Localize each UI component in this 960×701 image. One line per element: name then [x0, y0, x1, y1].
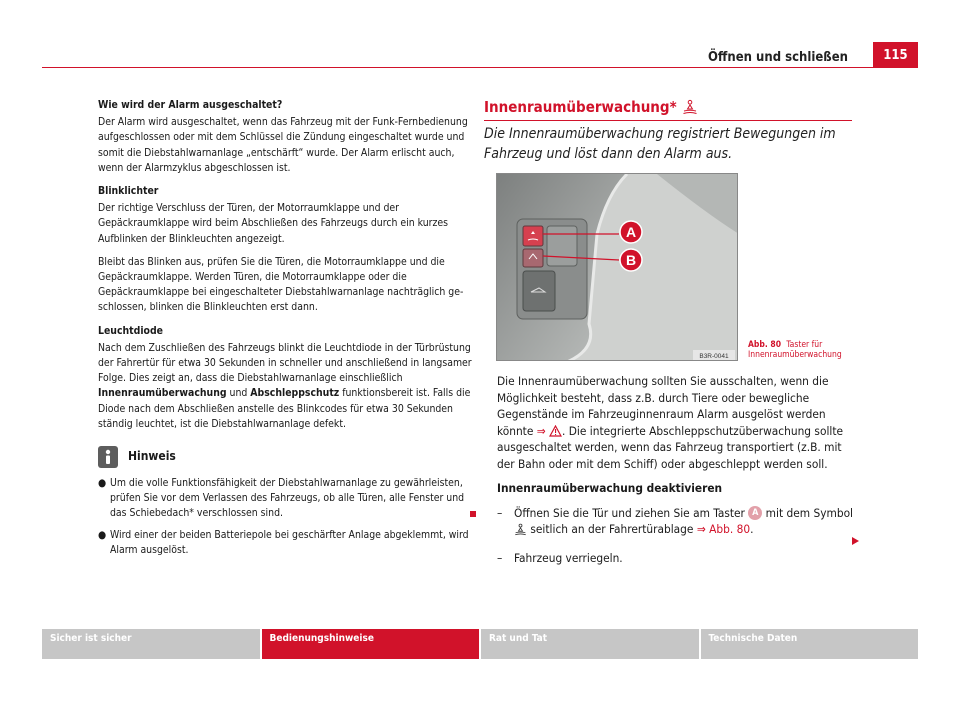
list-item: ● Wird einer der beiden Batteriepole bei geschärfter Anlage abgeklemmt, wird Alarm ausgelöst.	[98, 528, 469, 556]
footer-nav	[42, 629, 918, 659]
warning-reference[interactable]: ⇒	[537, 424, 562, 438]
section-end-marker	[470, 511, 476, 517]
page-number: 115	[873, 42, 918, 68]
bold-term: Innenraumüberwachung	[98, 387, 227, 400]
figure-label-b: B	[625, 252, 637, 268]
sub-heading: Innenraumüberwachung deaktivieren	[497, 481, 723, 495]
figure-code: B3R-0041	[699, 353, 729, 360]
note-header	[98, 446, 474, 468]
list-item: – Öffnen Sie die Tür und ziehen Sie am Taster A mit dem Symbol seitlich an der Fahrertürablage ⇒ Abb. 80.	[497, 505, 854, 536]
leuchtdiode-paragraph: Nach dem Zuschließen des Fahrzeugs blinkt die Leuchtdiode in der Türbrüstung der Fahrertür für etwa 30 Sekunden in schneller und anschließend in langsamer Folge. Dies zeigt an, dass die Diebstahlwarnanlage einschließlich Innenraumüberwachung und Abschleppschutz funktionsbereit ist. Falls die Diode nach dem Abschließen anstelle des Blinkcodes für etwa 30 Sekunden ständig leuchtet, ist die Diebstahlwarnanlage defekt.	[98, 341, 472, 430]
body-paragraph: Die Innenraumüberwachung sollten Sie ausschalten, wenn die Möglichkeit besteht, dass z.B. durch Tiere oder bewegliche Gegenstände im Fahrzeuginnenraum Alarm ausgelöst werden könnte ⇒ . Die integrierte Abschleppschutzüberwachung sollte ausgeschaltet werden, wenn das Fahrzeug transportiert (z.B. mit der Bahn oder mit dem Schiff) oder abgeschleppt werden soll.	[497, 374, 844, 471]
interior-monitoring-icon	[682, 99, 698, 115]
button-a-label: A	[748, 506, 762, 520]
tab-rat-und-tat[interactable]: Rat und Tat	[481, 629, 699, 659]
right-body	[497, 373, 853, 572]
leuchtdiode-heading: Leuchtdiode	[98, 324, 163, 337]
header-rule	[42, 67, 918, 68]
tab-technische-daten[interactable]: Technische Daten	[701, 629, 919, 659]
list-item: ● Um die volle Funktionsfähigkeit der Diebstahlwarnanlage zu gewährleisten, prüfen Sie vor dem Verlassen des Fahrzeugs, ob alle Türen, alle Fenster und das Schiebedach* verschlossen sind.	[98, 477, 465, 520]
tab-sicher-ist-sicher[interactable]: Sicher ist sicher	[42, 629, 260, 659]
blinklichter-paragraph-1: Der richtige Verschluss der Türen, der Motorraumklappe und der Gepäckraumklappe wird beim Abschließen des Fahrzeugs durch ein kurzes Aufblinken der Blinkleuchten angezeigt.	[98, 202, 449, 245]
figure-reference-link[interactable]: ⇒ Abb. 80	[696, 522, 751, 536]
question-heading: Wie wird der Alarm ausgeschaltet?	[98, 99, 283, 111]
blinklichter-paragraph-2: Bleibt das Blinken aus, prüfen Sie die Türen, die Motorraumklappe und die Gepäckraumklappe. Werden Türen, die Motorraumklappe oder die Gepäckraumklappe bei eingeschalteter Diebstahlwarnanlage nachträglich ge-schlossen, blinken die Blinkleuchten erst dann.	[98, 255, 464, 314]
figure-caption: Abb. 80 Taster für Innenraumüberwachung	[748, 340, 842, 360]
question-paragraph: Der Alarm wird ausgeschaltet, wenn das Fahrzeug mit der Funk-Fernbedienung aufgeschlossen oder mit dem Schlüssel die Zündung eingeschaltet wurde und somit die Diebstahlwarnanlage „entschärft“ wurde. Der Alarm erlischt auch, wenn der Alarmzyklus abgeschlossen ist.	[98, 116, 468, 174]
list-item: – Fahrzeug verriegeln.	[497, 550, 623, 565]
bold-term: Abschleppschutz	[250, 387, 340, 400]
section-rule	[484, 120, 852, 121]
note-title: Hinweis	[128, 449, 176, 464]
interior-monitoring-icon	[514, 523, 527, 536]
right-column	[484, 98, 854, 565]
door-switch-figure	[496, 173, 738, 361]
section-title: Innenraumüberwachung*	[484, 98, 854, 116]
tab-bedienungshinweise[interactable]: Bedienungshinweise	[262, 629, 480, 659]
blinklichter-heading: Blinklichter	[98, 185, 159, 198]
left-column	[98, 98, 474, 564]
figure-label-a: A	[625, 224, 637, 240]
running-header-title: Öffnen und schließen	[707, 50, 848, 65]
section-lead: Die Innenraumüberwachung registriert Bewegungen im Fahrzeug und löst dann den Alarm aus.	[484, 126, 836, 162]
warning-icon	[549, 425, 562, 437]
continue-arrow-icon	[852, 537, 859, 545]
info-icon	[98, 446, 118, 468]
